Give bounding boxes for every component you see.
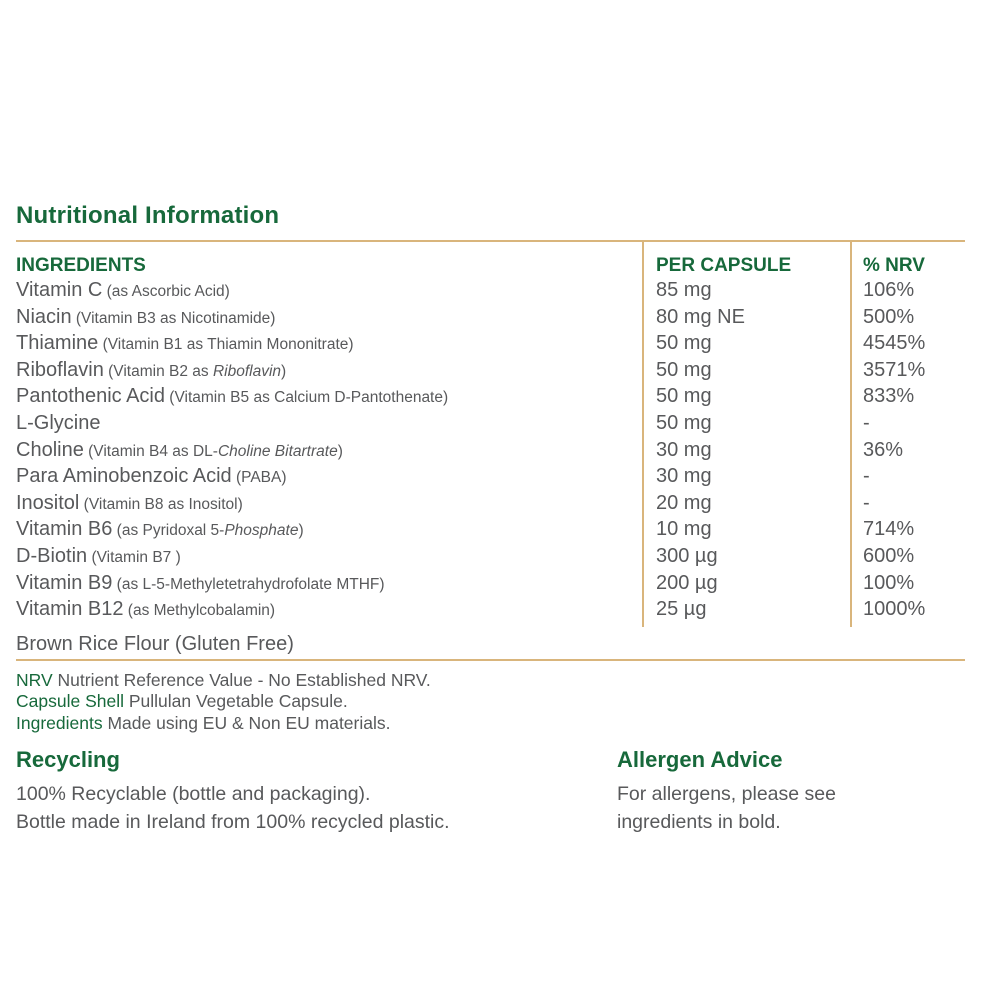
recycling-lines <box>16 781 617 836</box>
ingredient-detail: (Vitamin B5 as Calcium D-Pantothenate) <box>165 389 449 407</box>
amount-cell <box>642 571 850 598</box>
note-lead: Ingredients <box>16 712 103 733</box>
column-header-ingredients: INGREDIENTS <box>16 255 146 276</box>
ingredient-detail-end: ) <box>337 442 343 460</box>
nrv-value: - <box>863 411 870 434</box>
body-line: ingredients in bold. <box>617 810 781 833</box>
note-lead: Capsule Shell <box>16 691 124 712</box>
nrv-value: 36% <box>863 438 904 461</box>
amount-value: 30 mg <box>656 465 712 488</box>
ingredient-cell <box>16 438 642 465</box>
nrv-value: 106% <box>863 279 915 301</box>
ingredient-cell <box>16 305 642 332</box>
ingredient-name: Niacin <box>16 305 72 328</box>
amount-cell <box>642 491 850 518</box>
allergen-lines <box>617 781 965 836</box>
ingredient-cell <box>16 358 642 385</box>
nrv-cell <box>850 358 965 385</box>
ingredient-detail: (as Pyridoxal 5- <box>112 522 225 540</box>
ingredients-table <box>16 242 965 627</box>
ingredient-detail-italic: Phosphate <box>224 522 299 540</box>
recycling-section <box>16 748 617 836</box>
ingredient-detail: (Vitamin B1 as Thiamin Mononitrate) <box>98 336 354 354</box>
amount-value: 200 µg <box>656 571 718 594</box>
nrv-cell <box>850 305 965 332</box>
note-line <box>16 670 1000 692</box>
column-header-per-capsule: PER CAPSULE <box>642 242 850 278</box>
column-header-nrv: % NRV <box>850 242 965 278</box>
ingredient-name: Vitamin B6 <box>16 518 113 541</box>
nrv-cell <box>850 571 965 598</box>
bottom-sections <box>16 748 965 836</box>
ingredient-detail: (as Ascorbic Acid) <box>102 283 230 300</box>
ingredient-cell <box>16 544 642 571</box>
amount-cell <box>642 517 850 544</box>
nrv-cell <box>850 517 965 544</box>
amount-value: 10 mg <box>656 518 712 541</box>
ingredient-cell <box>16 491 642 518</box>
amount-cell <box>642 597 850 627</box>
page-title: Nutritional Information <box>16 202 280 229</box>
amount-value: 300 µg <box>656 544 718 567</box>
ingredient-detail: (Vitamin B4 as DL- <box>83 442 218 460</box>
amount-cell <box>642 464 850 491</box>
ingredient-cell <box>16 464 642 491</box>
ingredient-cell <box>16 517 642 544</box>
nrv-cell <box>850 464 965 491</box>
amount-cell <box>642 384 850 411</box>
brown-rice-flour-row: Brown Rice Flour (Gluten Free) <box>16 632 294 655</box>
ingredient-name: Vitamin B12 <box>16 598 124 621</box>
body-line: 100% Recyclable (bottle and packaging). <box>16 783 371 806</box>
nrv-value: 100% <box>863 571 915 594</box>
nrv-value: 3571% <box>863 358 926 381</box>
amount-value: 85 mg <box>656 279 712 301</box>
notes <box>16 670 1000 735</box>
amount-value: 80 mg NE <box>656 305 745 328</box>
ingredient-detail-end: ) <box>298 522 304 540</box>
nrv-value: 500% <box>863 305 915 328</box>
ingredient-name: Inositol <box>16 491 80 514</box>
amount-cell <box>642 438 850 465</box>
allergen-section <box>617 748 965 836</box>
amount-value: 50 mg <box>656 332 712 355</box>
body-line: For allergens, please see <box>617 783 836 806</box>
ingredient-name: L-Glycine <box>16 411 101 434</box>
nrv-value: 4545% <box>863 332 926 355</box>
ingredient-detail: (as L-5-Methyletetrahydrofolate MTHF) <box>112 575 385 593</box>
ingredient-cell <box>16 278 642 305</box>
nrv-value: 833% <box>863 385 915 408</box>
amount-value: 30 mg <box>656 438 712 461</box>
ingredient-detail-italic: Choline Bitartrate <box>217 442 338 460</box>
ingredient-detail: (Vitamin B2 as <box>103 362 213 380</box>
nrv-value: - <box>863 491 870 514</box>
ingredient-name: Riboflavin <box>16 358 104 381</box>
nrv-cell <box>850 438 965 465</box>
ingredient-detail: (PABA) <box>231 469 287 487</box>
ingredient-name: Pantothenic Acid <box>16 385 165 408</box>
note-text: Made using EU & Non EU materials. <box>102 712 391 733</box>
ingredient-detail-italic: Riboflavin <box>212 362 282 380</box>
ingredient-cell <box>16 331 642 358</box>
ingredient-name: Choline <box>16 438 84 461</box>
ingredient-detail: (as Methylcobalamin) <box>123 602 276 620</box>
note-text: Nutrient Reference Value - No Established NRV. <box>52 669 431 690</box>
note-lead: NRV <box>16 669 53 690</box>
amount-value: 25 µg <box>656 598 707 621</box>
nrv-value: 1000% <box>863 598 926 621</box>
note-line <box>16 713 1000 735</box>
note-text: Pullulan Vegetable Capsule. <box>123 691 348 712</box>
amount-cell <box>642 278 850 305</box>
nrv-value: 600% <box>863 544 915 567</box>
ingredient-name: Para Aminobenzoic Acid <box>16 465 232 488</box>
ingredient-name: Vitamin B9 <box>16 571 113 594</box>
ingredient-cell <box>16 384 642 411</box>
nrv-value: 714% <box>863 518 915 541</box>
ingredient-detail-end: ) <box>281 362 287 380</box>
nrv-cell <box>850 331 965 358</box>
amount-value: 50 mg <box>656 358 712 381</box>
nrv-cell <box>850 384 965 411</box>
ingredient-name: Thiamine <box>16 332 99 355</box>
amount-cell <box>642 544 850 571</box>
ingredient-name: Vitamin C <box>16 279 103 301</box>
amount-value: 20 mg <box>656 491 712 514</box>
nrv-cell <box>850 491 965 518</box>
amount-value: 50 mg <box>656 385 712 408</box>
body-line: Bottle made in Ireland from 100% recycled plastic. <box>16 810 450 833</box>
amount-value: 50 mg <box>656 411 712 434</box>
ingredient-detail: (Vitamin B8 as Inositol) <box>79 495 243 513</box>
amount-cell <box>642 358 850 385</box>
nrv-cell <box>850 411 965 438</box>
ingredient-cell <box>16 571 642 598</box>
amount-cell <box>642 331 850 358</box>
nrv-cell <box>850 278 965 305</box>
nrv-cell <box>850 597 965 627</box>
bottom-divider <box>16 659 965 661</box>
amount-cell <box>642 305 850 332</box>
amount-cell <box>642 411 850 438</box>
nrv-value: - <box>863 465 870 488</box>
ingredient-cell <box>16 597 642 627</box>
allergen-title: Allergen Advice <box>617 747 783 773</box>
ingredient-cell <box>16 411 642 438</box>
recycling-title: Recycling <box>16 747 120 773</box>
ingredient-name: D-Biotin <box>16 544 88 567</box>
nrv-cell <box>850 544 965 571</box>
note-line <box>16 691 1000 713</box>
ingredient-detail: (Vitamin B7 ) <box>87 548 181 566</box>
ingredient-detail: (Vitamin B3 as Nicotinamide) <box>71 309 276 327</box>
